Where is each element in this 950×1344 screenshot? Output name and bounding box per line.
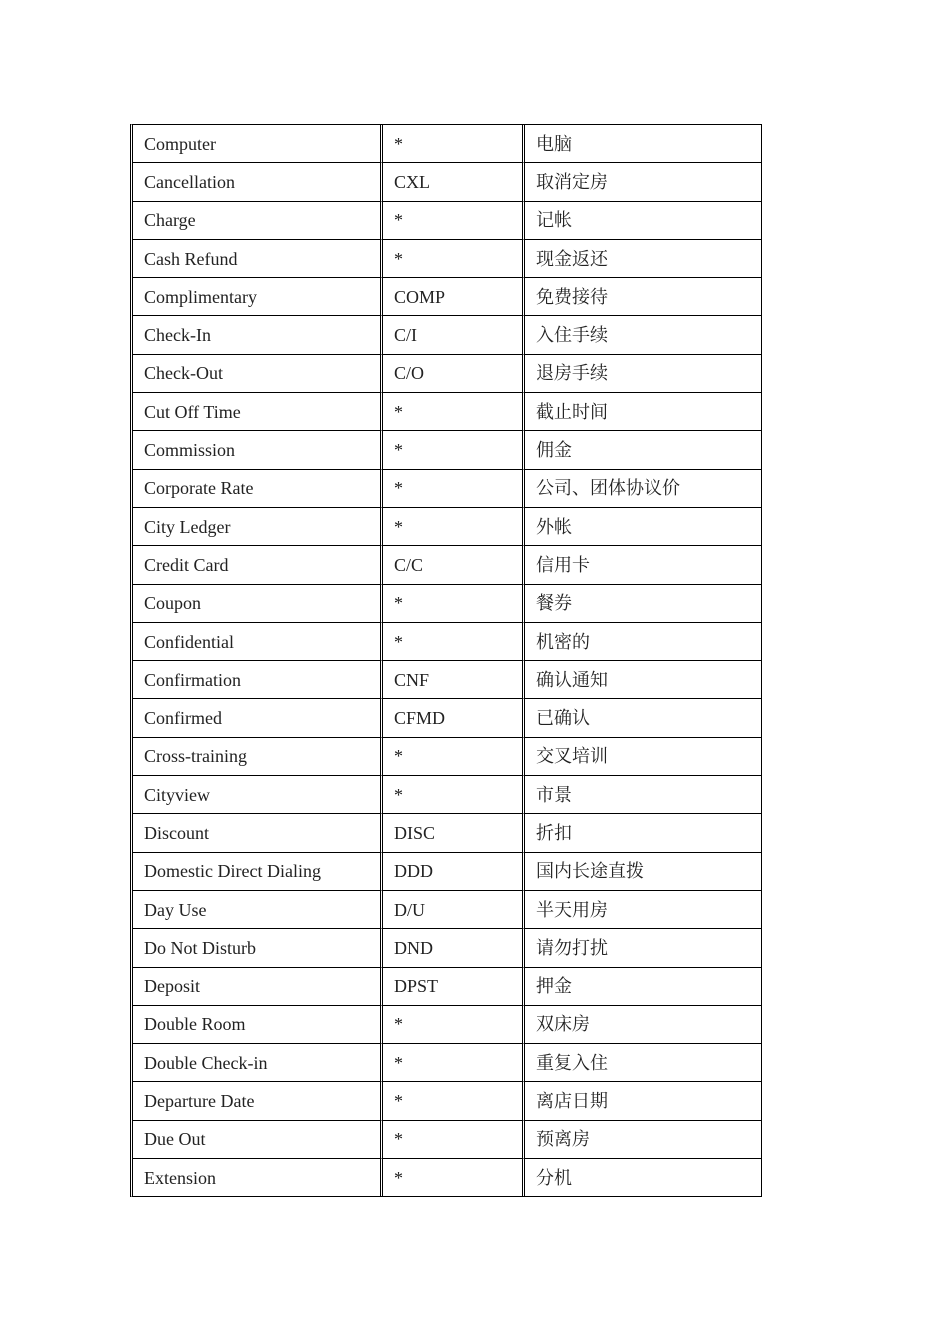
- chinese-translation-cell: 请勿打扰: [522, 929, 761, 967]
- abbreviation-cell: CNF: [380, 661, 522, 699]
- chinese-translation-cell: 分机: [522, 1159, 761, 1196]
- abbreviation-cell: DND: [380, 929, 522, 967]
- table-row: [133, 202, 761, 240]
- chinese-translation-cell: 重复入住: [522, 1044, 761, 1082]
- table-row: [133, 929, 761, 967]
- abbreviation-cell: DDD: [380, 853, 522, 891]
- glossary-body: [133, 125, 761, 1196]
- chinese-translation-cell: 外帐: [522, 508, 761, 546]
- table-row: [133, 623, 761, 661]
- term-cell: Coupon: [133, 585, 380, 623]
- chinese-translation-cell: 餐券: [522, 585, 761, 623]
- abbreviation-cell: *: [380, 1044, 522, 1082]
- term-cell: Deposit: [133, 968, 380, 1006]
- table-row: [133, 278, 761, 316]
- abbreviation-cell: *: [380, 1006, 522, 1044]
- table-row: [133, 738, 761, 776]
- chinese-translation-cell: 双床房: [522, 1006, 761, 1044]
- table-row: [133, 891, 761, 929]
- chinese-translation-cell: 国内长途直拨: [522, 853, 761, 891]
- term-cell: Domestic Direct Dialing: [133, 853, 380, 891]
- chinese-translation-cell: 交叉培训: [522, 738, 761, 776]
- abbreviation-cell: C/O: [380, 355, 522, 393]
- table-row: [133, 125, 761, 163]
- term-cell: Departure Date: [133, 1082, 380, 1120]
- term-cell: Confirmation: [133, 661, 380, 699]
- term-cell: Due Out: [133, 1121, 380, 1159]
- chinese-translation-cell: 免费接待: [522, 278, 761, 316]
- table-row: [133, 240, 761, 278]
- abbreviation-cell: *: [380, 623, 522, 661]
- abbreviation-cell: D/U: [380, 891, 522, 929]
- abbreviation-cell: *: [380, 738, 522, 776]
- chinese-translation-cell: 确认通知: [522, 661, 761, 699]
- term-cell: Check-In: [133, 316, 380, 354]
- table-row: [133, 661, 761, 699]
- abbreviation-cell: *: [380, 431, 522, 469]
- chinese-translation-cell: 离店日期: [522, 1082, 761, 1120]
- term-cell: Charge: [133, 202, 380, 240]
- abbreviation-cell: *: [380, 508, 522, 546]
- chinese-translation-cell: 佣金: [522, 431, 761, 469]
- table-row: [133, 776, 761, 814]
- table-row: [133, 1082, 761, 1120]
- term-cell: Cross-training: [133, 738, 380, 776]
- abbreviation-cell: *: [380, 1121, 522, 1159]
- abbreviation-cell: *: [380, 393, 522, 431]
- term-cell: Confirmed: [133, 699, 380, 737]
- abbreviation-cell: *: [380, 1082, 522, 1120]
- term-cell: Cash Refund: [133, 240, 380, 278]
- term-cell: Computer: [133, 125, 380, 163]
- abbreviation-cell: DISC: [380, 814, 522, 852]
- table-row: [133, 508, 761, 546]
- term-cell: Cancellation: [133, 163, 380, 201]
- chinese-translation-cell: 市景: [522, 776, 761, 814]
- chinese-translation-cell: 现金返还: [522, 240, 761, 278]
- table-row: [133, 355, 761, 393]
- term-cell: Complimentary: [133, 278, 380, 316]
- table-row: [133, 431, 761, 469]
- chinese-translation-cell: 已确认: [522, 699, 761, 737]
- term-cell: Credit Card: [133, 546, 380, 584]
- chinese-translation-cell: 押金: [522, 968, 761, 1006]
- table-row: [133, 1121, 761, 1159]
- term-cell: Double Check-in: [133, 1044, 380, 1082]
- term-cell: Do Not Disturb: [133, 929, 380, 967]
- term-cell: Check-Out: [133, 355, 380, 393]
- table-row: [133, 585, 761, 623]
- glossary-table: [130, 124, 762, 1197]
- abbreviation-cell: *: [380, 125, 522, 163]
- abbreviation-cell: C/C: [380, 546, 522, 584]
- abbreviation-cell: DPST: [380, 968, 522, 1006]
- chinese-translation-cell: 公司、团体协议价: [522, 470, 761, 508]
- table-row: [133, 163, 761, 201]
- term-cell: Confidential: [133, 623, 380, 661]
- abbreviation-cell: *: [380, 240, 522, 278]
- term-cell: City Ledger: [133, 508, 380, 546]
- term-cell: Commission: [133, 431, 380, 469]
- table-row: [133, 1044, 761, 1082]
- term-cell: Cut Off Time: [133, 393, 380, 431]
- term-cell: Corporate Rate: [133, 470, 380, 508]
- chinese-translation-cell: 记帐: [522, 202, 761, 240]
- chinese-translation-cell: 电脑: [522, 125, 761, 163]
- chinese-translation-cell: 半天用房: [522, 891, 761, 929]
- table-row: [133, 968, 761, 1006]
- term-cell: Double Room: [133, 1006, 380, 1044]
- abbreviation-cell: *: [380, 470, 522, 508]
- abbreviation-cell: COMP: [380, 278, 522, 316]
- table-row: [133, 814, 761, 852]
- chinese-translation-cell: 取消定房: [522, 163, 761, 201]
- chinese-translation-cell: 信用卡: [522, 546, 761, 584]
- term-cell: Extension: [144, 1167, 216, 1188]
- abbreviation-cell: *: [380, 776, 522, 814]
- chinese-translation-cell: 机密的: [522, 623, 761, 661]
- chinese-translation-cell: 截止时间: [522, 393, 761, 431]
- table-row: [133, 699, 761, 737]
- term-cell: Cityview: [133, 776, 380, 814]
- table-row: [133, 1006, 761, 1044]
- abbreviation-cell: *: [380, 585, 522, 623]
- chinese-translation-cell: 退房手续: [522, 355, 761, 393]
- abbreviation-cell: CFMD: [380, 699, 522, 737]
- abbreviation-cell: *: [380, 202, 522, 240]
- chinese-translation-cell: 折扣: [522, 814, 761, 852]
- abbreviation-cell: *: [380, 1159, 522, 1196]
- table-row: [133, 470, 761, 508]
- abbreviation-cell: CXL: [380, 163, 522, 201]
- table-row: [133, 546, 761, 584]
- chinese-translation-cell: 入住手续: [522, 316, 761, 354]
- table-row: [133, 1159, 761, 1196]
- table-row: [133, 853, 761, 891]
- term-cell: Discount: [133, 814, 380, 852]
- table-row: [133, 393, 761, 431]
- table-row: [133, 316, 761, 354]
- term-cell: Day Use: [133, 891, 380, 929]
- chinese-translation-cell: 预离房: [522, 1121, 761, 1159]
- abbreviation-cell: C/I: [380, 316, 522, 354]
